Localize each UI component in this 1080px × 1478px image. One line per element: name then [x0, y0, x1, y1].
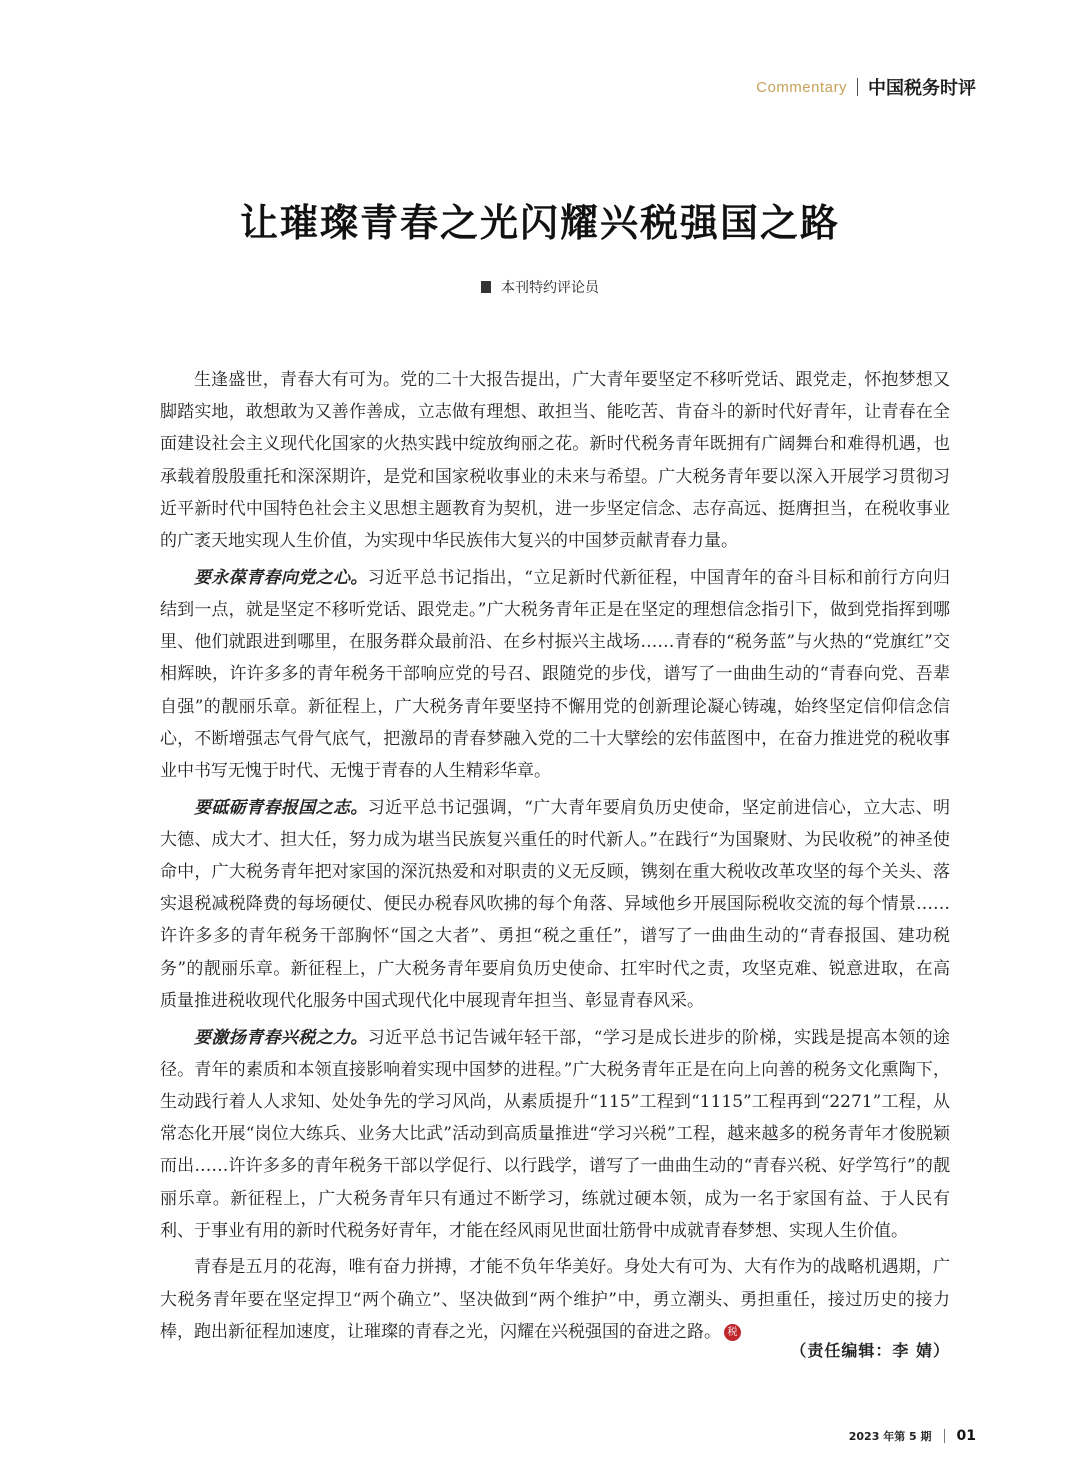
- paragraph-lead: 要永葆青春向党之心。: [194, 567, 368, 588]
- paragraph: [160, 792, 950, 1017]
- paragraph: [160, 1022, 950, 1247]
- paragraph-text: 生逢盛世，青春大有可为。党的二十大报告提出，广大青年要坚定不移听党话、跟党走，怀抱梦想又脚踏实地，敢想敢为又善作善成，立志做有理想、敢担当、能吃苦、肯奋斗的新时代好青年，让青春在全面建设社会主义现代化国家的火热实践中绽放绚丽之花。新时代税务青年既拥有广阔舞台和难得机遇，也承载着殷殷重托和深深期许，是党和国家税收事业的未来与希望。广大税务青年要以深入开展学习贯彻习近平新时代中国特色社会主义思想主题教育为契机，进一步坚定信念、志存高远、挺膺担当，在税收事业的广袤天地实现人生价值，为实现中华民族伟大复兴的中国梦贡献青春力量。: [160, 370, 950, 552]
- page-footer: [849, 1428, 976, 1444]
- paragraph-lead: 要激扬青春兴税之力。: [194, 1027, 368, 1048]
- paragraph-text: 习近平总书记指出，“立足新时代新征程，中国青年的奋斗目标和前行方向归结到一点，就是坚定不移听党话、跟党走。”广大税务青年正是在坚定的理想信念指引下，做到党指挥到哪里、他们就跟进到哪里，在服务群众最前沿、在乡村振兴主战场……青春的“税务蓝”与火热的“党旗红”交相辉映，许许多多的青年税务干部响应党的号召、跟随党的步伐，谱写了一曲曲生动的“青春向党、吾辈自强”的靓丽乐章。新征程上，广大税务青年要坚持不懈用党的创新理论凝心铸魂，始终坚定信仰信念信心，不断增强志气骨气底气，把激昂的青春梦融入党的二十大擘绘的宏伟蓝图中，在奋力推进党的税收事业中书写无愧于时代、无愧于青春的人生精彩华章。: [160, 567, 950, 781]
- page-number: 01: [956, 1428, 976, 1444]
- article-body: [160, 364, 950, 1353]
- paragraph-text: 青春是五月的花海，唯有奋力拼搏，才能不负年华美好。身处大有可为、大有作为的战略机遇期，广大税务青年要在坚定捍卫“两个确立”、坚决做到“两个维护”中，勇立潮头、勇担重任，接过历史的接力棒，跑出新征程加速度，让璀璨的青春之光，闪耀在兴税强国的奋进之路。: [160, 1257, 950, 1342]
- byline-square-icon: [481, 281, 491, 293]
- article-title: 让璀璨青春之光闪耀兴税强国之路: [239, 200, 840, 245]
- paragraph: [160, 1251, 950, 1348]
- paragraph: [160, 364, 950, 557]
- footer-divider: [944, 1429, 945, 1443]
- paragraph-text: 习近平总书记告诫年轻干部，“学习是成长进步的阶梯，实践是提高本领的途径。青年的素质和本领直接影响着实现中国梦的进程。”广大税务青年正是在向上向善的税务文化熏陶下，生动践行着人人求知、处处争先的学习风尚，从素质提升“115”工程到“1115”工程再到“2271”工程，从常态化开展“岗位大练兵、业务大比武”活动到高质量推进“学习兴税”工程，越来越多的税务青年才俊脱颖而出……许许多多的青年税务干部以学促行、以行践学，谱写了一曲曲生动的“青春兴税、好学笃行”的靓丽乐章。新征程上，广大税务青年只有通过不断学习，练就过硬本领，成为一名于家国有益、于人民有利、于事业有用的新时代税务好青年，才能在经风雨见世面壮筋骨中成就青春梦想、实现人生价值。: [160, 1027, 950, 1241]
- issue-label: 2023 年第 5 期: [848, 1430, 932, 1443]
- section-header: [756, 74, 976, 100]
- paragraph-text: 习近平总书记强调，“广大青年要肩负历史使命，坚定前进信心，立大志、明大德、成大才、担大任，努力成为堪当民族复兴重任的时代新人。”在践行“为国聚财、为民收税”的神圣使命中，广大税务青年把对家国的深沉热爱和对职责的义无反顾，镌刻在重大税收改革攻坚的每个关头、落实退税减税降费的每场硬仗、便民办税春风吹拂的每个角落、异域他乡开展国际税收交流的每个情景……许许多多的青年税务干部胸怀“国之大者”、勇担“税之重任”，谱写了一曲曲生动的“青春报国、建功税务”的靓丽乐章。新征程上，广大税务青年要肩负历史使命、扛牢时代之责，攻坚克难、锐意进取，在高质量推进税收现代化服务中国式现代化中展现青年担当、彰显青春风采。: [160, 797, 950, 1011]
- editor-credit: （责任编辑：李 婧）: [790, 1341, 950, 1360]
- byline: [0, 277, 1080, 297]
- header-divider: [857, 78, 858, 96]
- section-label-cn: 中国税务时评: [868, 78, 976, 98]
- paragraph-lead: 要砥砺青春报国之志。: [194, 797, 368, 818]
- section-label-en: Commentary: [756, 78, 847, 96]
- end-mark-icon: 税: [724, 1324, 741, 1341]
- byline-author: 本刊特约评论员: [501, 280, 599, 296]
- paragraph: [160, 562, 950, 787]
